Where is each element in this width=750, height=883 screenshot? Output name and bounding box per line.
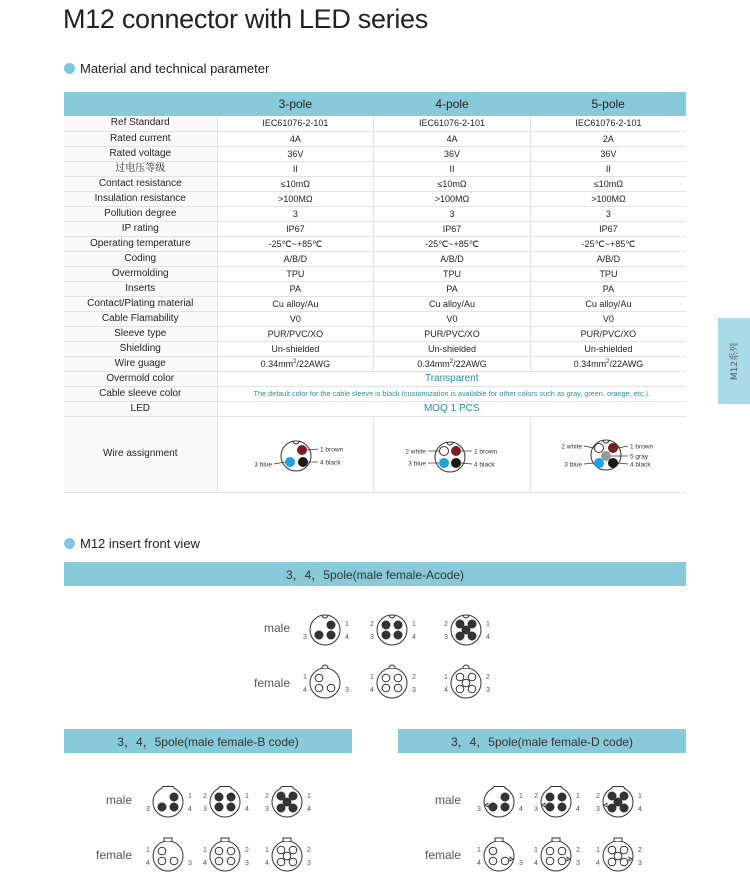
b-code-female-5pole-pin-number-1: 1 — [265, 847, 269, 854]
b-code-male-5pole-pin-number-1: 1 — [307, 793, 311, 800]
wire5-wire-label-brown: 1 brown — [630, 443, 654, 451]
b-code-female-4pole-pin-number-2: 2 — [245, 847, 249, 854]
a-code-male-5pole-pin-number-3: 3 — [444, 634, 448, 641]
wire3-pin-brown — [298, 446, 307, 455]
wire4-leader-line — [461, 463, 472, 464]
row-label: Ref Standard — [64, 116, 217, 131]
d-code-male-3pole-key-notch — [492, 787, 506, 789]
d-code-male-4pole-pin-2 — [558, 793, 566, 801]
d-code-female-5pole-pin-number-4: 4 — [596, 860, 600, 867]
d-code-male-5pole-pin-2 — [620, 792, 628, 800]
b-code-female-4pole-pin-1 — [215, 847, 223, 855]
a-code-male-4pole-pin-3 — [382, 631, 390, 639]
d-code-female-3pole-d-key — [510, 857, 513, 861]
cell-4-pole: PUR/PVC/XO — [374, 326, 531, 341]
a-code-female-4pole-key-notch — [389, 665, 395, 668]
row-label: IP rating — [64, 221, 217, 236]
d-code-male-4pole-pin-4 — [558, 803, 566, 811]
a-code-male-3pole-housing-circle — [310, 615, 340, 645]
d-code-male-4pole-d-key — [542, 803, 545, 807]
d-code-female-5pole-pin-number-3: 3 — [638, 860, 642, 867]
wire5-leader-line — [618, 446, 628, 448]
d-code-female-4pole-pin-number-4: 4 — [534, 860, 538, 867]
a-code-male-4pole-pin-4 — [394, 631, 402, 639]
b-code-female-4pole-housing-circle — [210, 841, 240, 871]
wire5-leader-line — [584, 463, 594, 464]
b-code-male-4pole-pin-1 — [215, 793, 223, 801]
cell-5-pole: 3 — [530, 206, 686, 221]
a-code-male-5pole-pin-number-4: 4 — [486, 634, 490, 641]
d-code-female-5pole-pin-number-1: 1 — [596, 847, 600, 854]
page-title: M12 connector with LED series — [63, 4, 428, 34]
wire3-pin-black — [299, 458, 308, 467]
d-code-female-5pole-d-key — [629, 857, 632, 861]
row-label: Rated voltage — [64, 146, 217, 161]
a-code-female-4pole-housing-circle — [377, 668, 407, 698]
d-code-male-3pole-housing-circle — [484, 787, 514, 817]
cell-4-pole: -25℃~+85℃ — [374, 236, 531, 251]
a-code-male-3pole-pin-number-3: 3 — [303, 634, 307, 641]
a-code-female-5pole-key-notch — [463, 665, 469, 668]
a-code-male-5pole-pin-2 — [468, 620, 476, 628]
wire5-pin-gray — [602, 452, 611, 461]
b-code-male-4pole-pin-number-1: 1 — [245, 793, 249, 800]
b-code-female-5pole-pin-number-3: 3 — [307, 860, 311, 867]
b-code-male-5pole-pin-number-4: 4 — [307, 806, 311, 813]
d-code-male-4pole-key-notch — [549, 787, 563, 789]
b-code-female-3pole-pin-2 — [158, 857, 166, 865]
a-code-bar: 3，4，5pole(male female-Acode) — [64, 562, 686, 586]
a-code-male-4pole-pin-1 — [382, 621, 390, 629]
cell-5-pole: 2A — [530, 131, 686, 146]
b-code-female-3pole-pin-number-1: 1 — [146, 847, 150, 854]
b-code-male-3pole-pin-number-3: 3 — [146, 806, 150, 813]
wire5-wire-label-gray: 5 gray — [630, 453, 649, 461]
wire3-wire-label-black: 4 black — [320, 459, 341, 467]
d-code-female-5pole-pin-4 — [620, 858, 628, 866]
cell-4-pole: Cu alloy/Au — [374, 296, 531, 311]
a-code-female-5pole-pin-number-4: 4 — [444, 687, 448, 694]
b-code-female-3pole-key-notch — [164, 838, 172, 841]
cell-3-pole: 4A — [217, 131, 374, 146]
wire4-pin-brown — [452, 447, 461, 456]
b-code-bar: 3，4，5pole(male female-B code) — [64, 729, 352, 753]
wire5-pin-black — [609, 459, 618, 468]
a-code-male-5pole-pin-4 — [468, 632, 476, 640]
a-code-female-4pole-pin-number-3: 3 — [412, 687, 416, 694]
cell-5-pole: -25℃~+85℃ — [530, 236, 686, 251]
wire5-leader-line — [618, 463, 628, 464]
cell-4-pole: >100MΩ — [374, 191, 531, 206]
a-code-male-5pole-pin-1 — [456, 620, 464, 628]
d-code-male-4pole-pin-1 — [546, 793, 554, 801]
row-label: Pollution degree — [64, 206, 217, 221]
d-code-male-5pole-pin-4 — [620, 804, 628, 812]
cell-5-pole: >100MΩ — [530, 191, 686, 206]
row-label: Sleeve type — [64, 326, 217, 341]
b-code-female-5pole-pin-1 — [277, 846, 285, 854]
d-code-female-5pole-key-notch — [614, 838, 622, 841]
b-code-male-3pole-pin-number-4: 4 — [188, 806, 192, 813]
d-code-female-3pole-pin-1 — [489, 847, 497, 855]
d-code-female-4pole-housing-circle — [541, 841, 571, 871]
d-code-female-3pole-pin-number-4: 4 — [477, 860, 481, 867]
a-code-female-5pole-pin-number-1: 1 — [444, 674, 448, 681]
a-code-female-3pole-key-notch — [322, 665, 328, 668]
cell-3-pole: A/B/D — [217, 251, 374, 266]
b-code-female-5pole-pin-5 — [283, 852, 291, 860]
d-code-female-4pole-d-key — [567, 857, 570, 861]
a-code-male-5pole-pin-5 — [462, 626, 470, 634]
cell-4-pole: 3 — [374, 206, 531, 221]
d-code-bar: 3，4，5pole(male female-D code) — [398, 729, 686, 753]
a-code-female-5pole-pin-2 — [468, 673, 476, 681]
b-code-male-4pole-pin-4 — [227, 803, 235, 811]
b-code-female-4pole-pin-number-3: 3 — [245, 860, 249, 867]
d-code-female-4pole-pin-1 — [546, 847, 554, 855]
d-code-female-5pole-pin-3 — [608, 858, 616, 866]
b-code-female-4pole-pin-2 — [227, 847, 235, 855]
d-code-female-4pole-pin-number-3: 3 — [576, 860, 580, 867]
d-code-female-5pole-pin-number-2: 2 — [638, 847, 642, 854]
d-code-female-3pole-pin-number-3: 3 — [519, 860, 523, 867]
d-code-male-3pole-pin-2 — [489, 803, 497, 811]
b-code-male-5pole-pin-4 — [289, 804, 297, 812]
section-heading-text: M12 insert front view — [80, 536, 200, 551]
a-code-female-4pole-pin-1 — [382, 674, 390, 682]
cell-5-pole: II — [530, 161, 686, 176]
cell-4-pole: V0 — [374, 311, 531, 326]
b-code-male-5pole-pin-5 — [283, 798, 291, 806]
d-code-female-5pole-pin-2 — [620, 846, 628, 854]
d-code-male-3pole-pin-number-4: 4 — [519, 806, 523, 813]
wire4-wire-label-brown: 1 brown — [474, 448, 498, 456]
a-code-female-4pole-pin-number-4: 4 — [370, 687, 374, 694]
a-code-female-3pole-pin-number-4: 4 — [303, 687, 307, 694]
d-code-female-4pole-key-notch — [552, 838, 560, 841]
a-female-label: female — [254, 676, 291, 690]
a-code-female-3pole-pin-3 — [327, 684, 335, 692]
d-male-label: male — [435, 793, 462, 807]
wire4-wire-label-white: 2 white — [405, 448, 426, 456]
b-code-male-5pole-pin-2 — [289, 792, 297, 800]
cell-5-pole: $0.34mm^2/22AWG$ — [530, 356, 686, 371]
d-code-female-3pole-key-notch — [495, 838, 503, 841]
wire5-pin-blue — [595, 459, 604, 468]
a-code-male-4pole-pin-2 — [394, 621, 402, 629]
cell-5-pole: PA — [530, 281, 686, 296]
d-code-female-3pole-pin-3 — [501, 857, 509, 865]
a-code-female-3pole-pin-number-1: 1 — [303, 674, 307, 681]
d-code-female-4pole-pin-number-1: 1 — [534, 847, 538, 854]
a-code-female-4pole-pin-2 — [394, 674, 402, 682]
b-code-male-3pole-housing-circle — [153, 787, 183, 817]
wire3-pin-blue — [286, 458, 295, 467]
a-code-male-4pole-pin-number-4: 4 — [412, 634, 416, 641]
wire5-pin-white — [595, 444, 604, 453]
b-code-female-5pole-pin-3 — [277, 858, 285, 866]
cell-3-pole: PUR/PVC/XO — [217, 326, 374, 341]
row-label: Cable sleeve color — [64, 386, 217, 401]
header-5-pole: 5-pole — [530, 92, 686, 116]
a-code-male-3pole-pin-3 — [327, 631, 335, 639]
b-code-female-4pole-pin-4 — [227, 857, 235, 865]
wire3-wire-label-blue: 3 blue — [254, 461, 272, 469]
a-code-female-5pole-pin-4 — [468, 685, 476, 693]
a-code-male-5pole-pin-number-2: 2 — [444, 621, 448, 628]
cell-4-pole: IP67 — [374, 221, 531, 236]
a-code-male-4pole-housing-circle — [377, 615, 407, 645]
b-code-male-4pole-key-notch — [218, 787, 232, 789]
d-code-male-3pole-pin-3 — [501, 803, 509, 811]
cell-3-pole: PA — [217, 281, 374, 296]
d-code-female-3pole-pin-number-1: 1 — [477, 847, 481, 854]
row-label: Rated current — [64, 131, 217, 146]
b-code-female-4pole-key-notch — [221, 838, 229, 841]
b-code-male-3pole-key-notch — [161, 787, 175, 789]
d-code-male-5pole-key-notch — [611, 787, 625, 789]
b-code-male-3pole-pin-3 — [170, 803, 178, 811]
cell-5-pole: TPU — [530, 266, 686, 281]
row-label: Shielding — [64, 341, 217, 356]
d-code-male-4pole-pin-3 — [546, 803, 554, 811]
b-code-male-3pole-pin-2 — [158, 803, 166, 811]
d-code-female-4pole-pin-3 — [546, 857, 554, 865]
d-code-male-4pole-pin-number-3: 3 — [534, 806, 538, 813]
d-code-male-4pole-housing-circle — [541, 787, 571, 817]
d-code-female-4pole-pin-2 — [558, 847, 566, 855]
a-code-female-5pole-pin-1 — [456, 673, 464, 681]
row-label: Coding — [64, 251, 217, 266]
b-code-female-5pole-pin-number-4: 4 — [265, 860, 269, 867]
wire5-leader-line — [584, 446, 594, 448]
b-code-female-4pole-pin-number-1: 1 — [203, 847, 207, 854]
cell-4-pole: $0.34mm^2/22AWG$ — [374, 356, 531, 371]
b-code-male-5pole-key-notch — [280, 787, 294, 789]
cell-4-pole: IEC61076-2-101 — [374, 116, 531, 131]
a-code-male-5pole-pin-number-1: 1 — [486, 621, 490, 628]
d-code-male-4pole-pin-number-1: 1 — [576, 793, 580, 800]
wire4-pin-blue — [440, 459, 449, 468]
row-label: Insulation resistance — [64, 191, 217, 206]
section-heading-text: Material and technical parameter — [80, 61, 270, 76]
cell-3-pole: ≤10mΩ — [217, 176, 374, 191]
wire5-wire-label-white: 2 white — [561, 443, 582, 451]
a-code-female-5pole-pin-5 — [462, 679, 470, 687]
cell-4-pole: PA — [374, 281, 531, 296]
a-male-label: male — [264, 621, 291, 635]
d-code-male-5pole-pin-5 — [614, 798, 622, 806]
wire4-wire-label-blue: 3 blue — [408, 460, 426, 468]
b-code-male-5pole-pin-3 — [277, 804, 285, 812]
cell-5-pole: 36V — [530, 146, 686, 161]
a-code-male-4pole-pin-number-3: 3 — [370, 634, 374, 641]
d-code-male-3pole-pin-1 — [501, 793, 509, 801]
cell-3-pole: IP67 — [217, 221, 374, 236]
b-code-female-3pole-pin-number-3: 3 — [188, 860, 192, 867]
d-code-male-4pole-pin-number-2: 2 — [534, 793, 538, 800]
header-4-pole: 4-pole — [374, 92, 531, 116]
cell-3-pole: TPU — [217, 266, 374, 281]
d-code-male-5pole-d-key — [604, 803, 607, 807]
cell-3-pole: >100MΩ — [217, 191, 374, 206]
a-code-female-5pole-pin-number-3: 3 — [486, 687, 490, 694]
header-3-pole: 3-pole — [217, 92, 374, 116]
row-label: Overmold color — [64, 371, 217, 386]
a-code-female-3pole-housing-circle — [310, 668, 340, 698]
cell-4-pole: ≤10mΩ — [374, 176, 531, 191]
cell-4-pole: TPU — [374, 266, 531, 281]
d-code-male-5pole-pin-number-4: 4 — [638, 806, 642, 813]
side-tab-label: M12系列 — [730, 342, 741, 380]
a-code-male-5pole-pin-3 — [456, 632, 464, 640]
a-code-male-4pole-pin-number-1: 1 — [412, 621, 416, 628]
cell-5-pole: Cu alloy/Au — [530, 296, 686, 311]
a-code-female-3pole-pin-1 — [315, 674, 323, 682]
row-label: Operating temperature — [64, 236, 217, 251]
d-code-female-3pole-pin-2 — [489, 857, 497, 865]
d-code-male-5pole-pin-number-1: 1 — [638, 793, 642, 800]
b-male-label: male — [106, 793, 133, 807]
a-code-male-3pole-pin-number-4: 4 — [345, 634, 349, 641]
cell-4-pole: 36V — [374, 146, 531, 161]
wire5-pin-brown — [609, 444, 618, 453]
cell-3-pole: $0.34mm^2/22AWG$ — [217, 356, 374, 371]
a-code-female-4pole-pin-3 — [382, 684, 390, 692]
row-label: Wire guage — [64, 356, 217, 371]
cell-5-pole: IEC61076-2-101 — [530, 116, 686, 131]
cell-3-pole: Un-shielded — [217, 341, 374, 356]
d-code-female-5pole-pin-5 — [614, 852, 622, 860]
cell-5-pole: V0 — [530, 311, 686, 326]
d-code-female-4pole-pin-number-2: 2 — [576, 847, 580, 854]
d-code-male-5pole-pin-number-2: 2 — [596, 793, 600, 800]
b-code-male-5pole-pin-number-3: 3 — [265, 806, 269, 813]
b-code-male-4pole-pin-number-4: 4 — [245, 806, 249, 813]
d-code-male-5pole-pin-1 — [608, 792, 616, 800]
row-label: Contact/Plating material — [64, 296, 217, 311]
wire5-wire-label-blue: 3 blue — [564, 461, 582, 469]
wire3-wire-label-brown: 1 brown — [320, 446, 344, 454]
b-code-male-4pole-pin-3 — [215, 803, 223, 811]
d-code-male-3pole-pin-number-3: 3 — [477, 806, 481, 813]
d-code-female-3pole-housing-circle — [484, 841, 514, 871]
a-code-female-4pole-pin-number-1: 1 — [370, 674, 374, 681]
d-code-male-5pole-pin-3 — [608, 804, 616, 812]
b-code-female-3pole-housing-circle — [153, 841, 183, 871]
wire4-wire-label-black: 4 black — [474, 461, 495, 469]
b-code-female-3pole-pin-3 — [170, 857, 178, 865]
a-code-female-5pole-pin-3 — [456, 685, 464, 693]
cell-3-pole: II — [217, 161, 374, 176]
b-code-male-4pole-pin-number-2: 2 — [203, 793, 207, 800]
wire4-pin-black — [452, 459, 461, 468]
wire4-pin-white — [440, 447, 449, 456]
d-female-label: female — [425, 848, 462, 862]
b-code-female-5pole-key-notch — [283, 838, 291, 841]
row-label: Inserts — [64, 281, 217, 296]
cell-5-pole: PUR/PVC/XO — [530, 326, 686, 341]
d-code-male-4pole-pin-number-4: 4 — [576, 806, 580, 813]
led-value: MOQ 1 PCS — [217, 401, 686, 416]
b-code-female-3pole-pin-number-4: 4 — [146, 860, 150, 867]
a-code-female-5pole-pin-number-2: 2 — [486, 674, 490, 681]
row-label: LED — [64, 401, 217, 416]
row-label: Contact resistance — [64, 176, 217, 191]
cell-3-pole: IEC61076-2-101 — [217, 116, 374, 131]
cell-5-pole: Un-shielded — [530, 341, 686, 356]
row-label: Cable Flamability — [64, 311, 217, 326]
a-code-female-4pole-pin-4 — [394, 684, 402, 692]
cell-4-pole: A/B/D — [374, 251, 531, 266]
wire3-housing-circle — [281, 441, 311, 471]
b-code-male-5pole-pin-number-2: 2 — [265, 793, 269, 800]
cell-3-pole: V0 — [217, 311, 374, 326]
b-code-male-4pole-pin-2 — [227, 793, 235, 801]
cell-3-pole: -25℃~+85℃ — [217, 236, 374, 251]
cell-3-pole: 36V — [217, 146, 374, 161]
b-code-female-5pole-pin-2 — [289, 846, 297, 854]
cell-5-pole: IP67 — [530, 221, 686, 236]
b-female-label: female — [96, 848, 133, 862]
cell-4-pole: 4A — [374, 131, 531, 146]
a-code-male-3pole-pin-number-1: 1 — [345, 621, 349, 628]
row-label: 过电压等级 — [64, 161, 217, 176]
b-code-male-4pole-housing-circle — [210, 787, 240, 817]
b-code-male-3pole-pin-number-1: 1 — [188, 793, 192, 800]
b-code-male-4pole-pin-number-3: 3 — [203, 806, 207, 813]
cell-4-pole: Un-shielded — [374, 341, 531, 356]
b-code-female-4pole-pin-3 — [215, 857, 223, 865]
b-code-female-5pole-pin-4 — [289, 858, 297, 866]
cell-5-pole: ≤10mΩ — [530, 176, 686, 191]
a-code-male-3pole-pin-1 — [327, 621, 335, 629]
a-code-male-3pole-pin-2 — [315, 631, 323, 639]
wire5-wire-label-black: 4 black — [630, 461, 651, 469]
d-code-male-3pole-d-key — [485, 803, 488, 807]
wire4-housing-circle — [435, 442, 465, 472]
b-code-female-3pole-pin-1 — [158, 847, 166, 855]
b-code-female-4pole-pin-number-4: 4 — [203, 860, 207, 867]
a-code-female-4pole-pin-number-2: 2 — [412, 674, 416, 681]
b-code-male-5pole-pin-1 — [277, 792, 285, 800]
b-code-female-5pole-pin-number-2: 2 — [307, 847, 311, 854]
d-code-male-5pole-pin-number-3: 3 — [596, 806, 600, 813]
cable-sleeve-color-value: The default color for the cable sleeve is black (customization is available for other colors such as gray, green, orange, etc.). — [217, 386, 686, 401]
d-code-female-4pole-pin-4 — [558, 857, 566, 865]
row-label: Wire assignment — [64, 416, 217, 492]
cell-3-pole: Cu alloy/Au — [217, 296, 374, 311]
a-code-female-3pole-pin-2 — [315, 684, 323, 692]
a-code-male-4pole-pin-number-2: 2 — [370, 621, 374, 628]
row-label: Overmolding — [64, 266, 217, 281]
d-code-male-3pole-pin-number-1: 1 — [519, 793, 523, 800]
a-code-female-3pole-pin-number-3: 3 — [345, 687, 349, 694]
b-code-male-3pole-pin-1 — [170, 793, 178, 801]
cell-4-pole: II — [374, 161, 531, 176]
cell-3-pole: 3 — [217, 206, 374, 221]
wire3-leader-line — [307, 449, 318, 450]
d-code-female-5pole-pin-1 — [608, 846, 616, 854]
overmold-color-value: Transparent — [217, 371, 686, 386]
cell-5-pole: A/B/D — [530, 251, 686, 266]
